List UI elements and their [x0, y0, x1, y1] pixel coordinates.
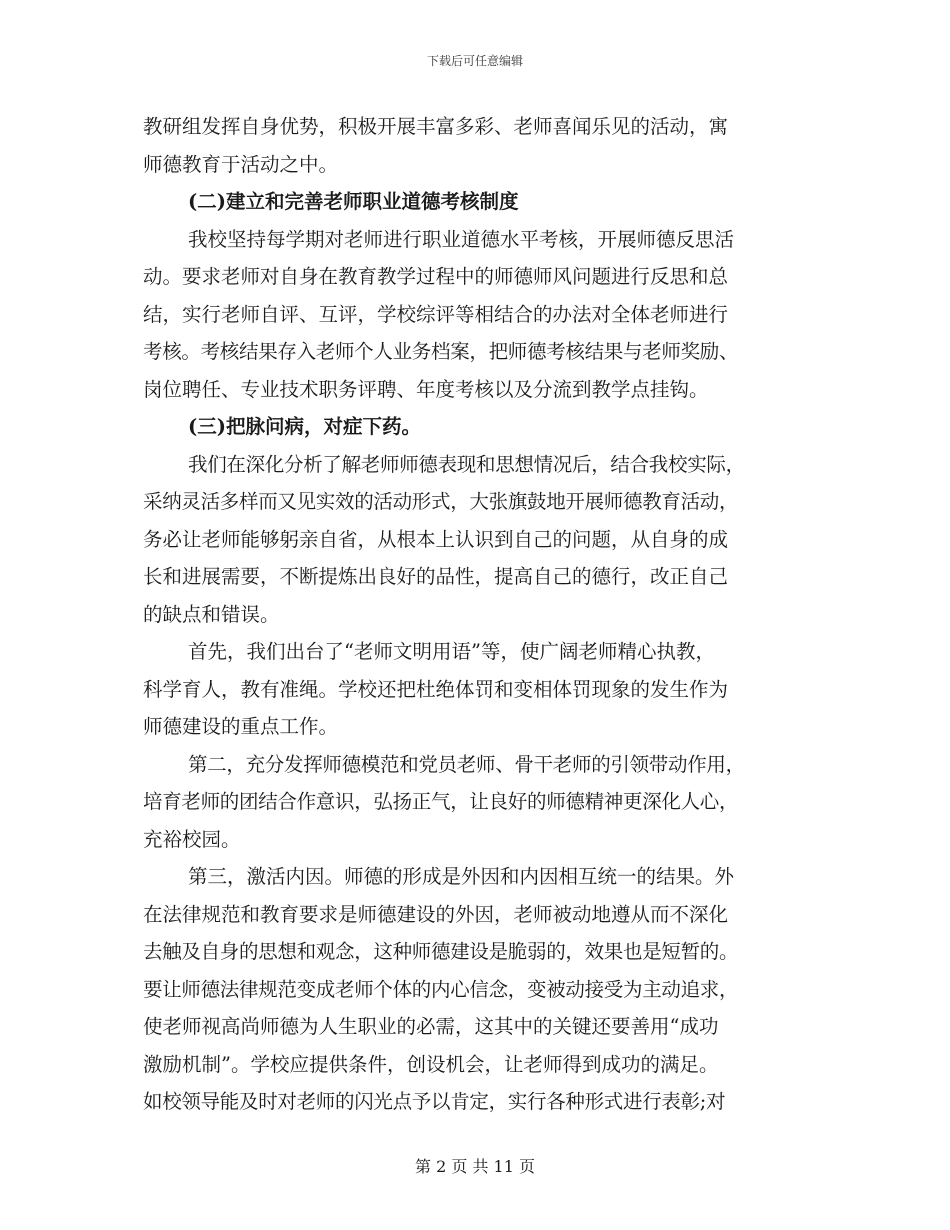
text-line: 采纳灵活多样而又见实效的活动形式，大张旗鼓地开展师德教育活动， [143, 490, 739, 513]
paragraph-first-line: 我校坚持每学期对老师进行职业道德水平考核，开展师德反思活 [188, 227, 735, 251]
paragraph-first-line: 第三，激活内因。师德的形成是外因和内因相互统一的结果。外 [188, 865, 735, 888]
page-header: 下载后可任意编辑 [426, 54, 523, 68]
text-line: 结，实行老师自评、互评，学校综评等相结合的办法对全体老师进行 [143, 302, 729, 326]
text-line: 使老师视高尚师德为人生职业的必需，这其中的关键还要善用“成功 [143, 1015, 719, 1038]
text-line: 科学育人，教有准绳。学校还把杜绝体罚和变相体罚现象的发生作为 [143, 677, 729, 701]
text-line: 动。要求老师对自身在教育教学过程中的师德师风问题进行反思和总 [143, 265, 729, 288]
paragraph-first-line: 第二，充分发挥师德模范和党员老师、骨干老师的引领带动作用， [188, 752, 745, 776]
text-line: 激励机制”。学校应提供条件，创设机会，让老师得到成功的满足。 [143, 1052, 719, 1076]
section-heading: (三)把脉问病，对症下药。 [188, 415, 421, 438]
text-line: 长和进展需要，不断提炼出良好的品性，提高自己的德行，改正自己 [143, 565, 729, 588]
text-line: 在法律规范和教育要求是师德建设的外因，老师被动地遵从而不深化 [143, 902, 729, 926]
text-line: 要让师德法律规范变成老师个体的内心信念，变被动接受为主动追求， [143, 977, 739, 1001]
text-line: 岗位聘任、专业技术职务评聘、年度考核以及分流到教学点挂钩。 [143, 377, 709, 401]
text-line: 师德教育于活动之中。 [143, 152, 339, 176]
page-number-footer: 第 2 页 共 11 页 [415, 1157, 535, 1176]
text-line: 考核。考核结果存入老师个人业务档案，把师德考核结果与老师奖励、 [143, 340, 739, 363]
text-line: 教研组发挥自身优势，积极开展丰富多彩、老师喜闻乐见的活动，寓 [143, 115, 729, 138]
paragraph-first-line: 我们在深化分析了解老师师德表现和思想情况后，结合我校实际， [188, 452, 745, 476]
text-line: 去触及自身的思想和观念，这种师德建设是脆弱的，效果也是短暂的。 [143, 940, 739, 963]
text-line: 培育老师的团结合作意识，弘扬正气，让良好的师德精神更深化人心， [143, 790, 739, 813]
text-line: 的缺点和错误。 [143, 602, 280, 626]
document-body [143, 108, 808, 1121]
paragraph-first-line: 首先，我们出台了“老师文明用语”等，使广阔老师精心执教， [188, 640, 715, 663]
section-heading: (二)建立和完善老师职业道德考核制度 [188, 190, 519, 213]
text-line: 师德建设的重点工作。 [143, 715, 339, 738]
text-line: 务必让老师能够躬亲自省，从根本上认识到自己的问题，从自身的成 [143, 527, 729, 551]
text-line: 如校领导能及时对老师的闪光点予以肯定，实行各种形式进行表彰;对 [143, 1090, 726, 1113]
text-line: 充裕校园。 [143, 827, 241, 851]
